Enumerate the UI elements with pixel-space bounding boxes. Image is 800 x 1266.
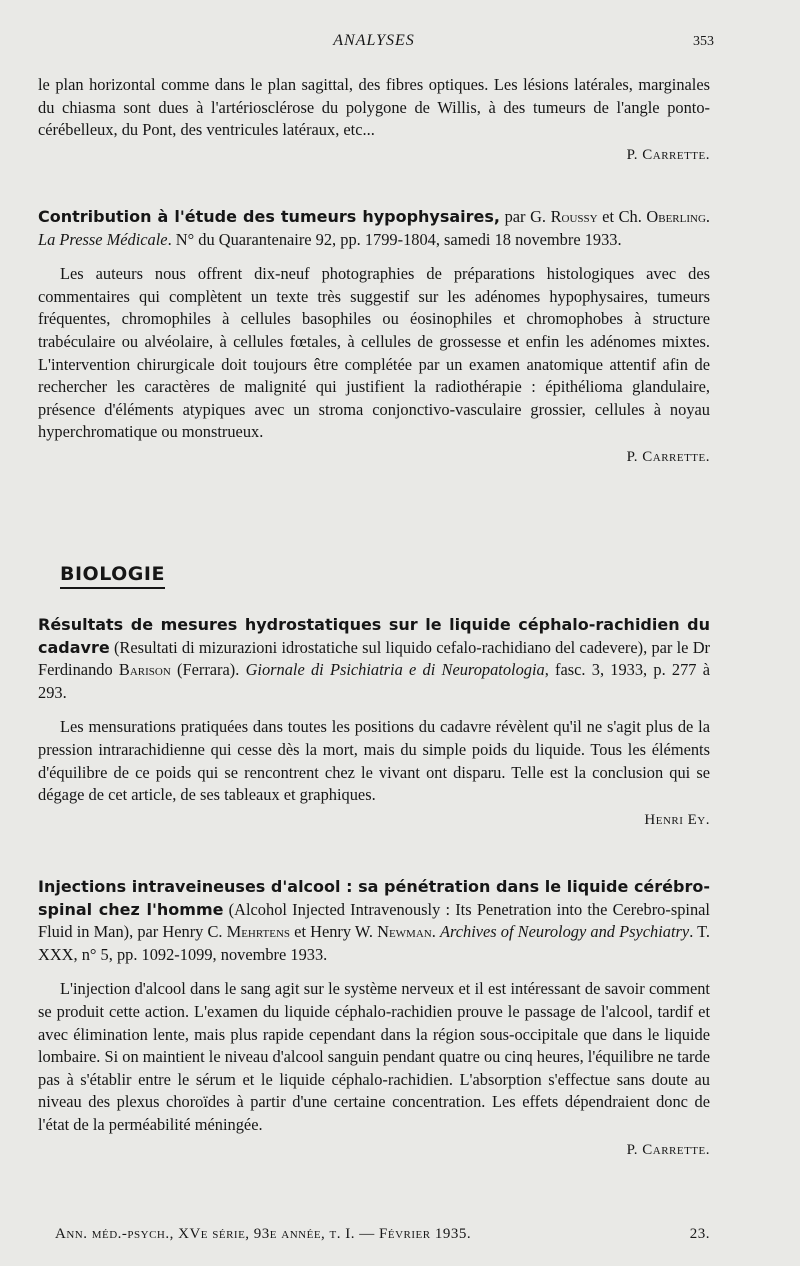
review-3-citation: Injections intraveineuses d'alcool : sa pénétration dans le liquide cérébro-spinal chez l'homme (Alcohol Injected Intravenously : Its Penetration into the Cerebro-spinal Fluid in Man), par Henry C. Mehrtens et Henry W. Newman. Archives of Neurology and Psychiatry. T. XXX, n° 5, pp. 1092-1099, novembre 1933.: [38, 877, 711, 964]
review-alcool: [38, 876, 710, 1161]
review-3-body: L'injection d'alcool dans le sang agit sur le système nerveux et il est intéressant de savoir comment se produit cette action. L'examen du liquide céphalo-rachidien prouve le passage de l'alcool, tardif et avec élimination lente, mais plus rapide cependant dans la région sous-occipitale que dans le liquide lombaire. Si on maintient le niveau d'alcool sanguin pendant quatre ou cinq heures, l'équilibre ne tarde pas à s'établir entre le sérum et le liquide céphalo-rachidien. L'absorption s'effectue sans doute au niveau des plexus choroïdes à partir d'une certaine concentration. Les effets dépendraient donc de l'état de la perméabilité méningée.: [38, 979, 710, 1134]
review-1-author-2: Oberling: [646, 207, 706, 226]
intro-review-signature: P. Carrette.: [626, 146, 710, 163]
page-header: [38, 32, 714, 54]
review-hypophysaires: [38, 206, 710, 469]
footer-journal-ref: Ann. méd.-psych., XVe série, 93e année, t. I. — Février 1935.: [55, 1226, 472, 1242]
intro-review-text: le plan horizontal comme dans le plan sagittal, des fibres optiques. Les lésions latérales, marginales du chiasma sont dues à l'artériosclérose du polygone de Willis, à des tumeurs de l'angle ponto-cérébelleux, du Pont, des ventricules latéraux, etc...: [38, 75, 710, 140]
review-3-signature: P. Carrette.: [626, 1141, 710, 1158]
review-hydrostatiques: [38, 614, 710, 831]
review-2-journal: Giornale di Psichiatria e di Neuropatologia: [245, 660, 545, 680]
running-title: ANALYSES: [333, 32, 415, 49]
review-2-author: Barison: [118, 660, 171, 680]
footer-sheet-number: 23.: [689, 1226, 710, 1242]
review-3-title: Injections intraveineuses d'alcool : sa pénétration dans le liquide cérébro-spinal chez l'homme: [38, 877, 710, 919]
review-2-signature: Henri Ey.: [644, 811, 710, 828]
section-heading: BIOLOGIE: [60, 563, 165, 589]
review-1-signature: P. Carrette.: [626, 448, 710, 465]
review-1-journal: La Presse Médicale: [38, 229, 168, 249]
review-3-author-2: Newman: [377, 922, 432, 942]
review-2-body: Les mensurations pratiquées dans toutes les positions du cadavre révèlent qu'il ne s'agit plus de la pression intrarachidienne qui cesse dès la mort, mais du simple poids du liquide. Tous les éléments d'équilibre de ce poids qui se rencontrent chez le vivant ont disparu. Telle est la conclusion qui se dégage de cet article, de ses tableaux et graphiques.: [38, 717, 710, 805]
intro-review: [38, 74, 710, 166]
review-1-author-1: Roussy: [550, 207, 598, 226]
page-number: 353: [693, 34, 714, 49]
page-footer: [55, 1226, 710, 1243]
review-1-body: Les auteurs nous offrent dix-neuf photographies de préparations histologiques avec des commentaires qui complètent un texte très suggestif sur les adénomes hypophysaires, tumeurs fréquentes, chromophiles à cellules basophiles ou éosinophiles et chromophobes à structure trabéculaire ou alvéolaire, à cellules fœtales, à cellules de grossesse et enfin les adénomes mixtes. L'intervention chirurgicale doit toujours être complétée par un examen anatomique attentif afin de rechercher les caractères de malignité qui justifient la radiothérapie : épithélioma glandulaire, présence d'éléments atypiques avec un stroma conjonctivo-vasculaire grossier, cellules à noyau hyperchromatique ou monstrueux.: [38, 264, 710, 442]
review-2-title: Résultats de mesures hydrostatiques sur le liquide céphalo-rachidien du cadavre: [38, 615, 710, 657]
review-3-journal: Archives of Neurology and Psychiatry: [439, 922, 690, 942]
review-1-citation: Contribution à l'étude des tumeurs hypophysaires, par G. Roussy et Ch. Oberling. La Presse Médicale. N° du Quarantenaire 92, pp. 1799-1804, samedi 18 novembre 1933.: [38, 207, 710, 249]
review-2-citation: Résultats de mesures hydrostatiques sur le liquide céphalo-rachidien du cadavre (Resultati di mizurazioni idrostatiche sul liquido cefalo-rachidiano del cadevere), par le Dr Ferdinando Barison (Ferrara). Giornale di Psichiatria e di Neuropatologia, fasc. 3, 1933, p. 277 à 293.: [38, 615, 710, 702]
review-3-author-1: Mehrtens: [226, 922, 291, 942]
review-1-title: Contribution à l'étude des tumeurs hypophysaires,: [38, 207, 501, 226]
